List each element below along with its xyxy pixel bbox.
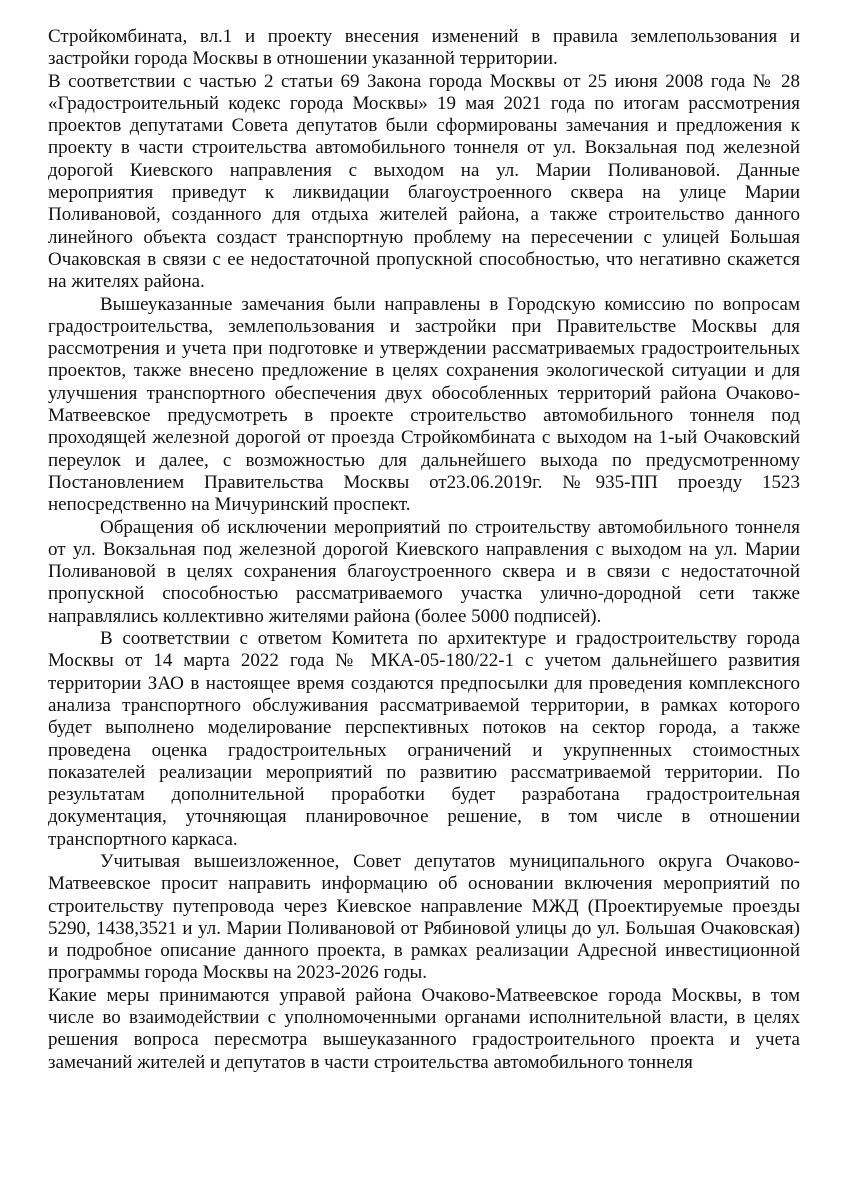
- paragraph-resident-appeals: Обращения об исключении мероприятий по строительству автомобильного тоннеля от ул. Вокзальная под железной дорогой Киевского направления с выходом на ул. Марии Поливановой в целях сохранения благоустроенного сквера и в связи с недостаточной пропускной способностью рассматриваемого участка улично-дородной сети также направлялись коллективно жителями района (более 5000 подписей).: [48, 516, 800, 627]
- paragraph-question: Какие меры принимаются управой района Очаково-Матвеевское города Москвы, в том числе во взаимодействии с уполномоченными органами исполнительной власти, в целях решения вопроса пересмотра вышеуказанного градостроительного проекта и учета замечаний жителей и депутатов в части строительства автомобильного тоннеля: [48, 984, 800, 1073]
- paragraph-committee-response: В соответствии с ответом Комитета по архитектуре и градостроительству города Москвы от 14 марта 2022 года № МКА-05-180/22-1 с учетом дальнейшего развития территории ЗАО в настоящее время создаются предпосылки для проведения комплексного анализа транспортного обслуживания рассматриваемой территории, в рамках которого будет выполнено моделирование перспективных потоков на сектор города, а также проведена оценка градостроительных ограничений и укрупненных стоимостных показателей реализации мероприятий по развитию рассматриваемой территории. По результатам дополнительной проработки будет разработана градостроительная документация, уточняющая планировочное решение, в том числе в отношении транспортного каркаса.: [48, 628, 800, 850]
- paragraph-legal-basis: В соответствии с частью 2 статьи 69 Закона города Москвы от 25 июня 2008 года № 28 «Градостроительный кодекс города Москвы» 19 мая 2021 года по итогам рассмотрения проектов депутатами Совета депутатов были сформированы замечания и предложения к проекту в части строительства автомобильного тоннеля от ул. Вокзальная под железной дорогой Киевского направления с выходом на ул. Марии Поливановой. Данные мероприятия приведут к ликвидации благоустроенного сквера на улице Марии Поливановой, созданного для отдыха жителей района, а также строительство данного линейного объекта создаст транспортную проблему на пересечении с улицей Большая Очаковская в связи с ее недостаточной пропускной способностью, что негативно скажется на жителях района.: [48, 70, 800, 293]
- paragraph-intro-continuation: Стройкомбината, вл.1 и проекту внесения изменений в правила землепользования и застройки города Москвы в отношении указанной территории.: [48, 26, 800, 70]
- document-page: [48, 26, 800, 1074]
- paragraph-remarks-sent: Вышеуказанные замечания были направлены в Городскую комиссию по вопросам градостроительства, землепользования и застройки при Правительстве Москвы для рассмотрения и учета при подготовке и утверждении рассматриваемых градостроительных проектов, также внесено предложение в целях сохранения экологической ситуации и для улучшения транспортного обеспечения двух обособленных территорий района Очаково-Матвеевское предусмотреть в проекте строительство автомобильного тоннеля под проходящей железной дорогой от проезда Стройкомбината с выходом на 1-ый Очаковский переулок и далее, с возможностью для дальнейшего выхода по предусмотренному Постановлением Правительства Москвы от23.06.2019г. №935-ПП проезду 1523 непосредственно на Мичуринский проспект.: [48, 293, 800, 516]
- paragraph-council-request: Учитывая вышеизложенное, Совет депутатов муниципального округа Очаково-Матвеевское просит направить информацию об основании включения мероприятий по строительству путепровода через Киевское направление МЖД (Проектируемые проезды 5290, 1438,3521 и ул. Марии Поливановой от Рябиновой улицы до ул. Большая Очаковская) и подробное описание данного проекта, в рамках реализации Адресной инвестиционной программы города Москвы на 2023-2026 годы.: [48, 850, 800, 984]
